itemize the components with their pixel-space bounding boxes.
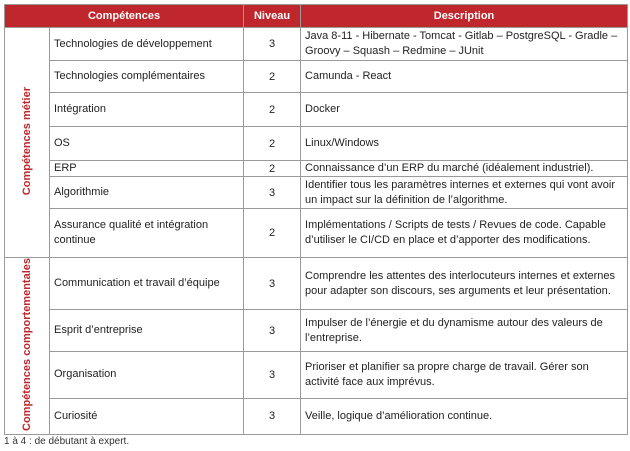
niveau-cell: 3	[244, 310, 301, 352]
header-description: Description	[301, 5, 628, 28]
group-cell-metier	[5, 28, 50, 258]
header-competences: Compétences	[5, 5, 244, 28]
niveau-cell: 3	[244, 177, 301, 209]
group-label-metier: Compétences métier	[21, 86, 33, 196]
description-cell: Veille, logique d’amélioration continue.	[301, 398, 628, 434]
competence-cell: Curiosité	[50, 398, 244, 434]
competence-cell: Organisation	[50, 351, 244, 398]
competence-cell: Technologies complémentaires	[50, 61, 244, 93]
description-cell: Impulser de l’énergie et du dynamisme autour des valeurs de l’entreprise.	[301, 310, 628, 352]
description-cell: Identifier tous les paramètres internes et externes qui vont avoir un impact sur la définition de l’algorithme.	[301, 177, 628, 209]
description-cell: Docker	[301, 93, 628, 127]
competence-cell: Assurance qualité et intégration continue	[50, 209, 244, 258]
table-row	[5, 351, 628, 398]
description-cell: Implémentations / Scripts de tests / Revues de code. Capable d’utiliser le CI/CD en place et d’apporter des modifications.	[301, 209, 628, 258]
description-cell: Comprendre les attentes des interlocuteurs internes et externes pour adapter son discours, ses arguments et leur présentation.	[301, 258, 628, 310]
table-row	[5, 258, 628, 310]
table-row	[5, 398, 628, 434]
niveau-cell: 2	[244, 161, 301, 177]
table-row	[5, 209, 628, 258]
competence-cell: ERP	[50, 161, 244, 177]
niveau-cell: 3	[244, 351, 301, 398]
niveau-cell: 2	[244, 127, 301, 161]
group-label-comportementales: Compétences comportementales	[21, 258, 33, 431]
niveau-cell: 3	[244, 398, 301, 434]
header-niveau: Niveau	[244, 5, 301, 28]
table-row	[5, 61, 628, 93]
table-row	[5, 161, 628, 177]
description-cell: Connaissance d’un ERP du marché (idéalement industriel).	[301, 161, 628, 177]
table-row	[5, 310, 628, 352]
niveau-cell: 3	[244, 258, 301, 310]
table-row	[5, 127, 628, 161]
description-cell: Camunda - React	[301, 61, 628, 93]
header-row	[5, 5, 628, 28]
table-row	[5, 93, 628, 127]
footnote: 1 à 4 : de débutant à expert.	[4, 436, 130, 447]
competence-cell: Algorithmie	[50, 177, 244, 209]
table-row	[5, 28, 628, 61]
table-row	[5, 177, 628, 209]
competence-cell: Technologies de développement	[50, 28, 244, 61]
competence-cell: Intégration	[50, 93, 244, 127]
skills-table	[4, 4, 628, 435]
niveau-cell: 2	[244, 61, 301, 93]
group-cell-comportementales	[5, 258, 50, 435]
competence-cell: OS	[50, 127, 244, 161]
description-cell: Prioriser et planifier sa propre charge de travail. Gérer son activité face aux imprévus.	[301, 351, 628, 398]
niveau-cell: 2	[244, 209, 301, 258]
niveau-cell: 3	[244, 28, 301, 61]
competence-cell: Esprit d’entreprise	[50, 310, 244, 352]
competence-cell: Communication et travail d’équipe	[50, 258, 244, 310]
description-cell: Linux/Windows	[301, 127, 628, 161]
niveau-cell: 2	[244, 93, 301, 127]
description-cell: Java 8-11 - Hibernate - Tomcat - Gitlab – PostgreSQL - Gradle – Groovy – Squash – Redmine – JUnit	[301, 28, 628, 61]
